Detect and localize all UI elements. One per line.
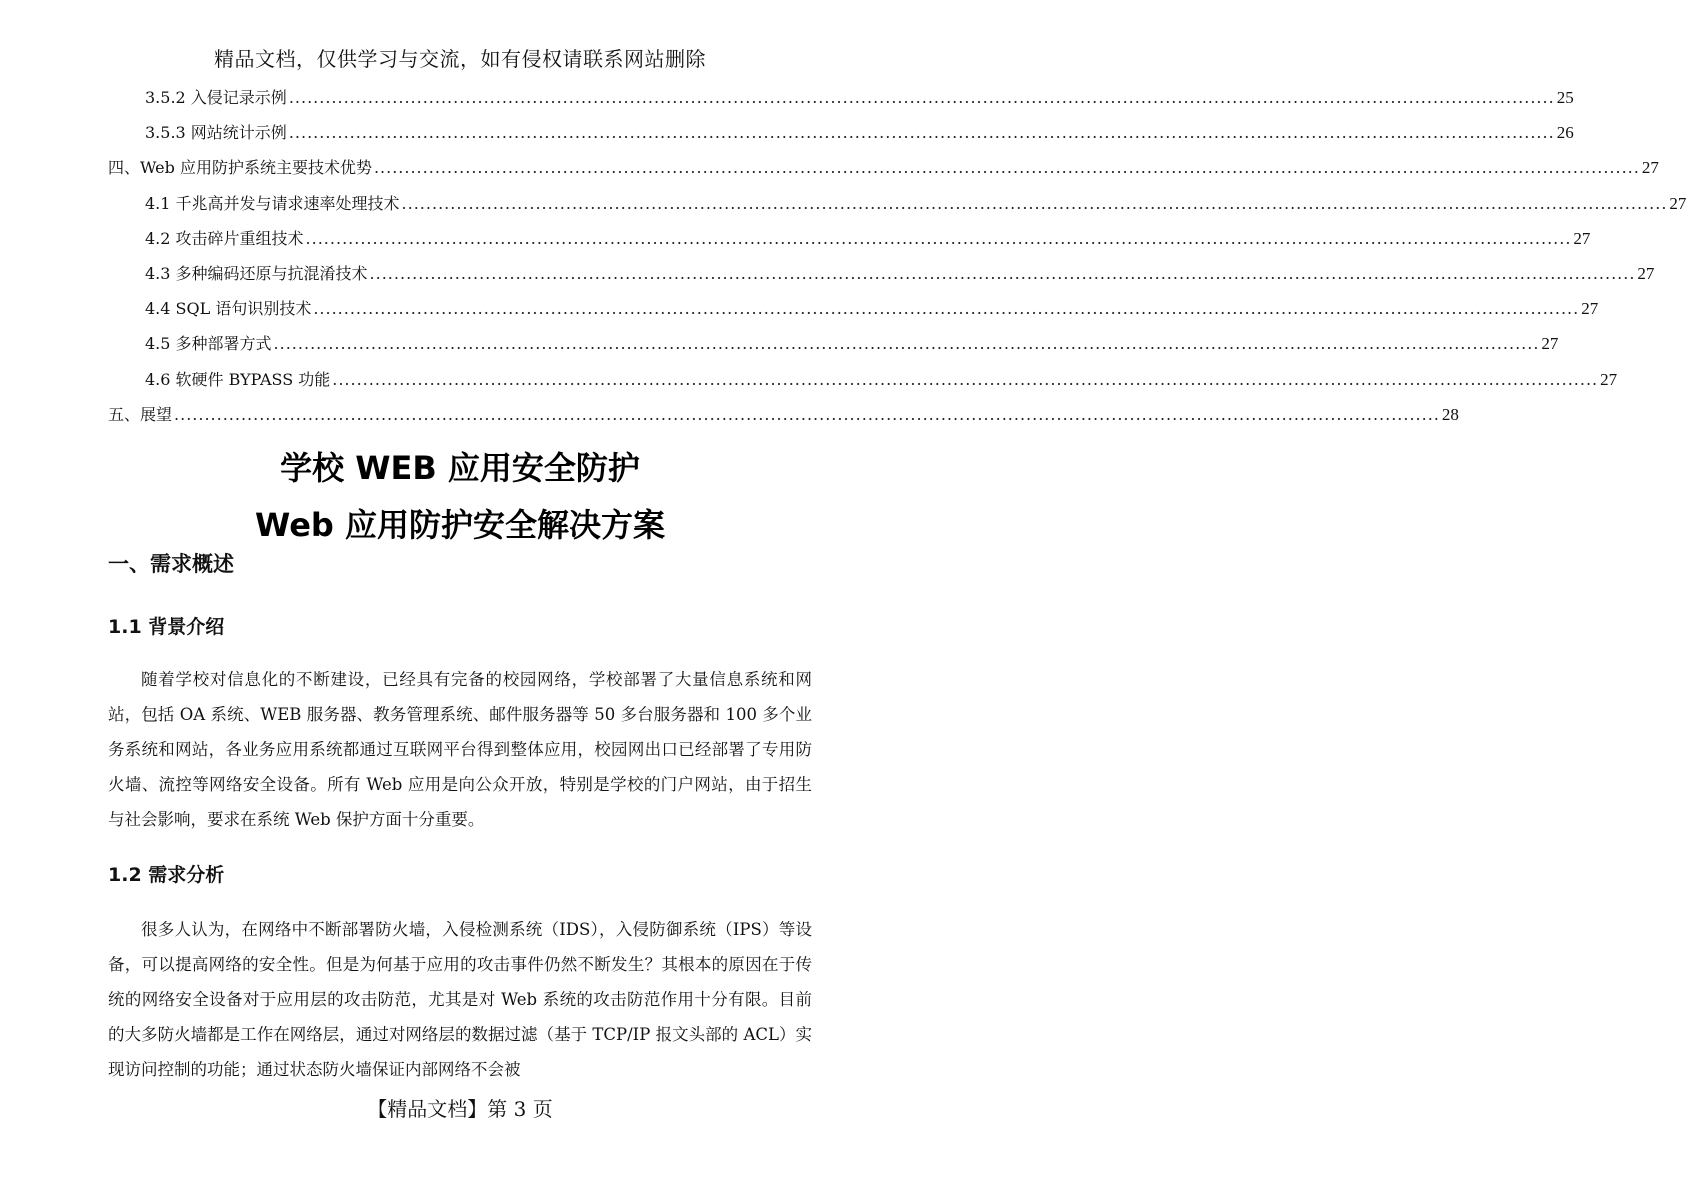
toc-leader-dots: ................................................................................................................................................................................................................ [305, 228, 1572, 248]
body-paragraph: 很多人认为，在网络中不断部署防火墙，入侵检测系统（IDS），入侵防御系统（IPS）等设备，可以提高网络的安全性。但是为何基于应用的攻击事件仍然不断发生？其根本的原因在于传统的网络安全设备对于应用层的攻击防范，尤其是对 Web 系统的攻击防范作用十分有限。目前的大多防火墙都是工作在网络层，通过对网络层的数据过滤（基于 TCP/IP 报文头部的 ACL）实现访问控制的功能；通过状态防火墙保证内部网络不会被 [108, 920, 812, 1079]
toc-entry-title: 4.6 软硬件 BYPASS 功能 [145, 369, 331, 389]
toc-entry-title: 3.5.2 入侵记录示例 [145, 88, 287, 107]
page-header: 精品文档，仅供学习与交流，如有侵权请联系网站删除 [214, 47, 706, 71]
toc-entry-title: 4.1 千兆高并发与请求速率处理技术 [145, 193, 400, 213]
toc-leader-dots: ................................................................................................................................................................................................................ [313, 299, 1580, 319]
toc-entry-page: 27 [1637, 263, 1655, 283]
toc-entry-title: 4.2 攻击碎片重组技术 [145, 228, 304, 248]
toc-entry-page: 27 [1573, 228, 1591, 248]
toc-entry[interactable] [108, 186, 1686, 221]
toc-leader-dots: ................................................................................................................................................................................................................ [373, 158, 1640, 178]
toc-entry[interactable] [108, 291, 1599, 326]
toc-entry[interactable] [108, 326, 1559, 361]
toc-entry-title: 4.4 SQL 语句识别技术 [145, 299, 312, 319]
subsection-heading: 1.2 需求分析 [108, 864, 225, 886]
toc-leader-dots: ................................................................................................................................................................................................................ [273, 334, 1540, 354]
toc-entry-page: 26 [1556, 123, 1574, 143]
toc-entry[interactable] [108, 150, 1659, 185]
document-title: 学校 WEB 应用安全防护 [280, 449, 640, 487]
toc-leader-dots: ................................................................................................................................................................................................................ [288, 88, 1555, 107]
subsection-heading: 1.1 背景介绍 [108, 616, 225, 638]
section-heading: 一、需求概述 [108, 552, 234, 576]
body-paragraph: 随着学校对信息化的不断建设，已经具有完备的校园网络，学校部署了大量信息系统和网站，包括 OA 系统、WEB 服务器、教务管理系统、邮件服务器等 50 多台服务器和 100 多个业务系统和网站，各业务应用系统都通过互联网平台得到整体应用，校园网出口已经部署了专用防火墙、流控等网络安全设备。所有 Web 应用是向公众开放，特别是学校的门户网站，由于招生与社会影响，要求在系统 Web 保护方面十分重要。 [108, 670, 812, 829]
toc-entry-title: 五、展望 [108, 404, 173, 424]
toc-entry[interactable] [108, 256, 1655, 291]
toc-entry-page: 27 [1600, 369, 1618, 389]
page-footer: 【精品文档】第 3 页 [367, 1097, 553, 1121]
toc-entry-page: 27 [1641, 158, 1659, 178]
toc-entry-title: 4.5 多种部署方式 [145, 334, 272, 354]
toc-leader-dots: ................................................................................................................................................................................................................ [174, 404, 1440, 424]
toc-leader-dots: ................................................................................................................................................................................................................ [401, 193, 1668, 213]
table-of-contents [108, 80, 1686, 432]
toc-entry[interactable] [108, 80, 1574, 115]
toc-entry[interactable] [108, 221, 1591, 256]
toc-entry-page: 28 [1441, 404, 1459, 424]
toc-entry-page: 27 [1541, 334, 1559, 354]
toc-entry-page: 27 [1669, 193, 1686, 213]
toc-entry-title: 四、Web 应用防护系统主要技术优势 [108, 158, 372, 178]
toc-entry-title: 3.5.3 网站统计示例 [145, 123, 287, 143]
toc-leader-dots: ................................................................................................................................................................................................................ [332, 369, 1599, 389]
toc-entry-page: 27 [1581, 299, 1599, 319]
toc-leader-dots: ................................................................................................................................................................................................................ [288, 123, 1555, 143]
toc-entry-page: 25 [1556, 88, 1574, 107]
toc-leader-dots: ................................................................................................................................................................................................................ [369, 263, 1636, 283]
toc-entry[interactable] [108, 397, 1459, 432]
toc-entry[interactable] [108, 115, 1574, 150]
document-subtitle: Web 应用防护安全解决方案 [255, 506, 665, 544]
toc-entry[interactable] [108, 362, 1618, 397]
toc-entry-title: 4.3 多种编码还原与抗混淆技术 [145, 263, 368, 283]
